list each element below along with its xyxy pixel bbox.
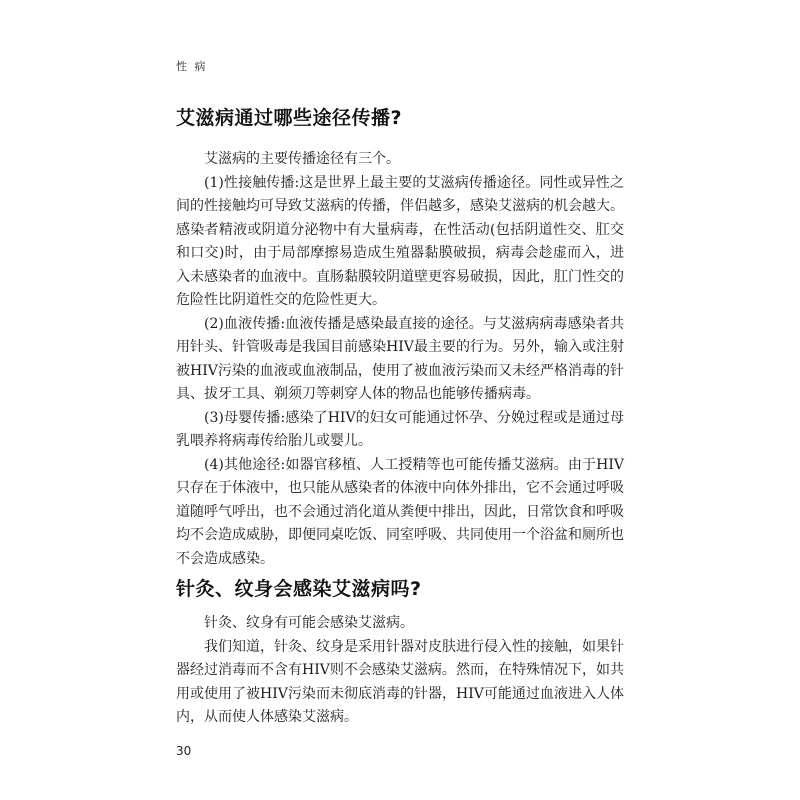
page-number: 30 (176, 744, 192, 758)
section-body-acupuncture-tattoo (176, 612, 624, 730)
paragraph-sexual-transmission: (1)性接触传播:这是世界上最主要的艾滋病传播途径。同性或异性之间的性接触均可导致艾滋病的传播，伴侣越多，感染艾滋病的机会越大。感染者精液或阴道分泌物中有大量病毒，在性活动(包括阴道性交、肛交和口交)时，由于局部摩擦易造成生殖器黏膜破损，病毒会趁虚而入，进入未感染者的血液中。直肠黏膜较阴道壁更容易破损，因此，肛门性交的危险性比阴道性交的危险性更大。 (176, 174, 624, 308)
paragraph-mother-infant-transmission: (3)母婴传播:感染了HIV的妇女可能通过怀孕、分娩过程或是通过母乳喂养将病毒传给胎儿或婴儿。 (176, 409, 624, 449)
paragraph-explanation: 我们知道，针灸、纹身是采用针器对皮肤进行侵入性的接触，如果针器经过消毒而不含有HIV则不会感染艾滋病。然而，在特殊情况下，如共用或使用了被HIV污染而未彻底消毒的针器，HIV可能通过血液进入人体内，从而使人体感染艾滋病。 (176, 638, 624, 725)
running-header: 性 病 (176, 60, 208, 73)
paragraph-blood-transmission: (2)血液传播:血液传播是感染最直接的途径。与艾滋病病毒感染者共用针头、针管吸毒是我国目前感染HIV最主要的行为。另外，输入或注射被HIV污染的血液或血液制品，使用了被血液污染而又未经严格消毒的针具、拔牙工具、剃须刀等刺穿人体的物品也能够传播病毒。 (176, 315, 624, 402)
paragraph-answer: 针灸、纹身有可能会感染艾滋病。 (204, 615, 414, 631)
paragraph-other-routes: (4)其他途径:如器官移植、人工授精等也可能传播艾滋病。由于HIV只存在于体液中，也只能从感染者的体液中向体外排出，它不会通过呼吸道随呼气呼出，也不会通过消化道从粪便中排出，因此，日常饮食和呼吸均不会造成威胁，即便同桌吃饭、同室呼吸、共同使用一个浴盆和厕所也不会造成感染。 (176, 456, 624, 567)
section-body-transmission (176, 148, 624, 571)
section-heading-transmission: 艾滋病通过哪些途径传播? (176, 107, 403, 129)
paragraph-intro: 艾滋病的主要传播途径有三个。 (204, 151, 400, 167)
section-heading-acupuncture-tattoo: 针灸、纹身会感染艾滋病吗? (176, 578, 422, 600)
